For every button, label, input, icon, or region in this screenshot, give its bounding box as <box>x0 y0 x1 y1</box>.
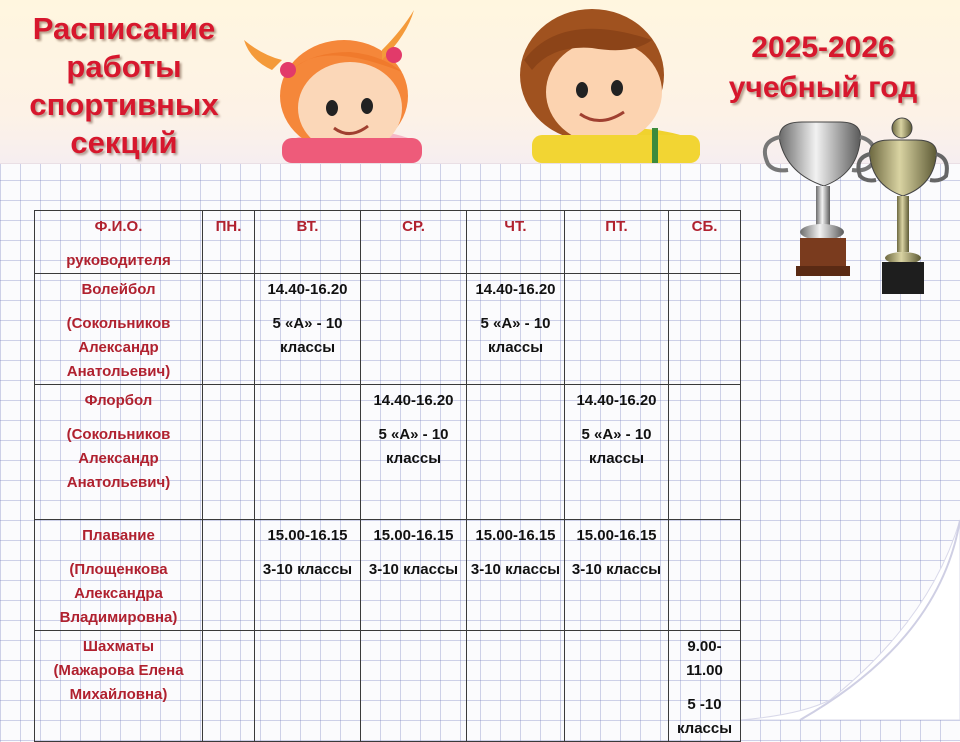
header-wed: СР. <box>361 211 467 274</box>
header-thu: ЧТ. <box>467 211 565 274</box>
coach-name: (Мажарова Елена Михайловна) <box>53 662 184 703</box>
time-slot: 9.00-11.00 <box>686 638 723 679</box>
section-cell <box>35 631 203 742</box>
group-label: 5 -10 классы <box>676 696 733 737</box>
cell-fri <box>565 274 669 385</box>
cell-thu <box>467 631 565 742</box>
cell-sat <box>669 631 741 742</box>
cell-fri <box>565 385 669 520</box>
cell-sat <box>669 274 741 385</box>
cell-fri <box>565 520 669 631</box>
school-year-title: 2025-2026 учебный год <box>728 31 918 104</box>
cell-mon <box>203 520 255 631</box>
cell-fri <box>565 631 669 742</box>
section-name: Волейбол <box>81 281 156 298</box>
trophies-icon <box>752 112 952 300</box>
section-name: Флорбол <box>84 392 153 409</box>
cell-thu <box>467 385 565 520</box>
section-cell <box>35 274 203 385</box>
cell-tue <box>255 631 361 742</box>
section-name: Шахматы <box>82 638 155 655</box>
header-sat: СБ. <box>669 211 741 274</box>
time-slot: 14.40-16.20 <box>267 281 348 298</box>
group-label: 3-10 классы <box>571 561 662 578</box>
coach-name: (Площенкова Александра Владимировна) <box>59 561 178 626</box>
group-label: 5 «А» - 10 классы <box>378 426 449 467</box>
group-label: 3-10 классы <box>470 561 561 578</box>
time-slot: 14.40-16.20 <box>373 392 454 409</box>
cell-wed <box>361 274 467 385</box>
cell-sat <box>669 520 741 631</box>
time-slot: 15.00-16.15 <box>373 527 454 544</box>
header-fio <box>35 211 203 274</box>
time-slot: 14.40-16.20 <box>475 281 556 298</box>
cell-mon <box>203 631 255 742</box>
header-fio-line1: Ф.И.О. <box>94 218 143 235</box>
time-slot: 15.00-16.15 <box>576 527 657 544</box>
cell-mon <box>203 385 255 520</box>
header-tue: ВТ. <box>255 211 361 274</box>
table-row-swimming <box>35 520 741 631</box>
header-mon: ПН. <box>203 211 255 274</box>
group-label: 5 «А» - 10 классы <box>581 426 652 467</box>
table-row-chess <box>35 631 741 742</box>
group-label: 3-10 классы <box>262 561 353 578</box>
time-slot: 15.00-16.15 <box>267 527 348 544</box>
coach-name: (Сокольников Александр Анатольевич) <box>66 426 171 491</box>
coach-name: (Сокольников Александр Анатольевич) <box>66 315 171 380</box>
cell-tue <box>255 520 361 631</box>
page-curl-decoration <box>740 500 960 720</box>
cell-wed <box>361 385 467 520</box>
cell-tue <box>255 274 361 385</box>
time-slot: 14.40-16.20 <box>576 392 657 409</box>
table-row-floorball <box>35 385 741 520</box>
cell-wed <box>361 631 467 742</box>
schedule-table <box>34 210 741 742</box>
page-title: Расписание работы спортивных секций <box>29 11 219 160</box>
cell-thu <box>467 520 565 631</box>
cell-wed <box>361 520 467 631</box>
cell-tue <box>255 385 361 520</box>
section-cell <box>35 520 203 631</box>
table-row-volleyball <box>35 274 741 385</box>
time-slot: 15.00-16.15 <box>475 527 556 544</box>
header-fio-line2: руководителя <box>66 252 171 269</box>
children-illustration <box>232 0 700 163</box>
group-label: 5 «А» - 10 классы <box>272 315 343 356</box>
section-cell <box>35 385 203 520</box>
cell-thu <box>467 274 565 385</box>
group-label: 5 «А» - 10 классы <box>480 315 551 356</box>
cell-sat <box>669 385 741 520</box>
cell-mon <box>203 274 255 385</box>
section-name: Плавание <box>82 527 155 544</box>
table-header-row <box>35 211 741 274</box>
group-label: 3-10 классы <box>368 561 459 578</box>
header-fri: ПТ. <box>565 211 669 274</box>
